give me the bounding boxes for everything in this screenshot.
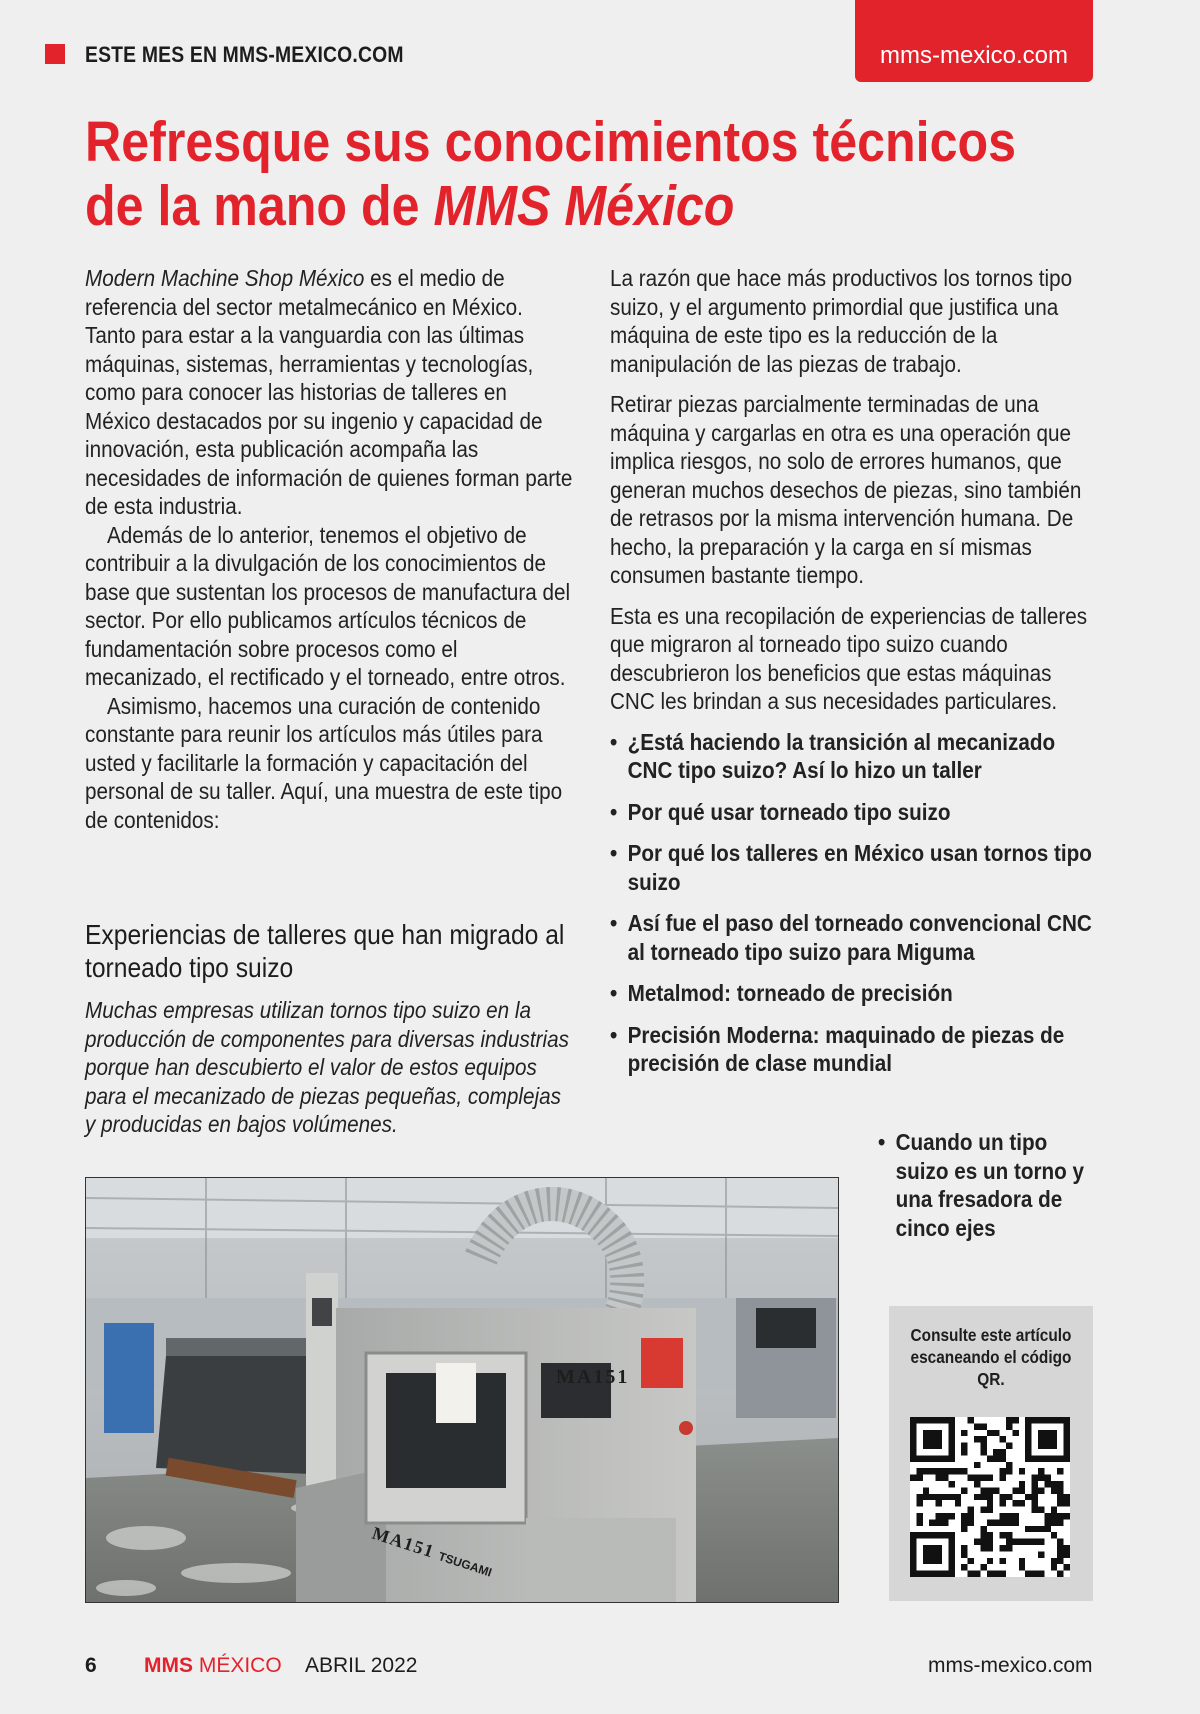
headline-line-2-italic: MMS México [433,174,735,238]
footer-site[interactable]: mms-mexico.com [928,1654,1093,1677]
machine-label-side: MA151 [369,1522,438,1562]
machine-brand: TSUGAMI [436,1549,494,1580]
article-list [610,728,1098,1078]
headline [85,110,1145,238]
issue-date: ABRIL 2022 [305,1654,418,1677]
right-column [610,264,1098,1091]
machine-photo [85,1177,839,1603]
site-tab-label: mms-mexico.com [879,42,1068,69]
headline-line-2-prefix: de la mano de [85,174,434,238]
article-link[interactable]: • Precisión Moderna: maquinado de piezas de precisión de clase mundial [610,1021,1098,1078]
right-paragraph-3: Esta es una recopilación de experiencias de talleres que migraron al torneado tipo suizo cuando descubrieron los beneficios que estas máquinas CNC les brindan a sus necesidades particulares. [610,602,1088,714]
headline-line-2 [85,174,1018,238]
right-paragraph-2: Retirar piezas parcialmente terminadas de una máquina y cargarlas en otra es una operación que implica riesgos, no solo de errores humanos, que generan muchos desechos de piezas, sino también de retrasos por la misma intervención humana. De hecho, la preparación y la carga en sí mismas consumen bastante tiempo. [610,391,1082,588]
qr-code-graphic [910,1417,1070,1577]
section-marker [45,44,65,64]
qr-caption: Consulte este artículo escaneando el código QR. [910,1325,1072,1389]
article-link[interactable]: • Cuando un tipo suizo es un torno y una fresadora de cinco ejes [878,1128,1098,1242]
article-link[interactable]: • Metalmod: torneado de precisión [610,979,1098,1008]
article-link[interactable]: • ¿Está haciendo la transición al mecanizado CNC tipo suizo? Así lo hizo un taller [610,728,1098,785]
article-link[interactable]: • Por qué usar torneado tipo suizo [610,798,1098,827]
section-label: ESTE MES EN MMS-MEXICO.COM [85,42,404,67]
footer-brand-bold: MMS [144,1654,193,1677]
article-list-continued [878,1128,1098,1242]
intro-paragraph-text: es el medio de referencia del sector metalmecánico en México. Tanto para estar a la vanguardia con las últimas máquinas, sistemas, herramientas y tecnologías, como para conocer las historias de talleres en México destacados por su ingenio y capacidad de innovación, esta publicación acompaña las necesidades de información de quienes forman parte de esta industria. [85,265,573,519]
footer-brand-rest: MÉXICO [193,1654,282,1677]
intro-paragraph [85,264,573,521]
article-link[interactable]: • Así fue el paso del torneado convencional CNC al torneado tipo suizo para Miguma [610,909,1098,966]
qr-box [889,1306,1093,1601]
page-number: 6 [85,1654,97,1677]
objective-paragraph: Además de lo anterior, tenemos el objetivo de contribuir a la divulgación de los conocimientos de base que sustentan los procesos de manufactura del sector. Por ello publicamos artículos técnicos de fundamentación sobre procesos como el mecanizado, el rectificado y el torneado, entre otros. [85,521,571,690]
subhead: Experiencias de talleres que han migrado al torneado tipo suizo [85,919,565,983]
curation-paragraph: Asimismo, hacemos una curación de contenido constante para reunir los artículos más útiles para usted y facilitarle la formación y capacitación del personal de su taller. Aquí, una muestra de este tipo de contenidos: [85,692,563,833]
right-paragraph-1: La razón que hace más productivos los tornos tipo suizo, y el argumento primordial que justifica una máquina de este tipo es la reducción de la manipulación de las piezas de trabajo. [610,265,1073,377]
article-link[interactable]: • Por qué los talleres en México usan tornos tipo suizo [610,839,1098,896]
machine-label: MA151 [556,1366,630,1388]
qr-code[interactable] [910,1417,1070,1577]
footer-brand [144,1654,282,1678]
site-tab[interactable] [855,0,1093,82]
left-column [85,264,573,834]
headline-line-1: Refresque sus conocimientos técnicos [85,110,1017,174]
subhead-lead: Muchas empresas utilizan tornos tipo suizo en la producción de componentes para diversas industrias porque han descubierto el valor de estos equipos para el mecanizado de piezas pequeñas, complejas y producidas en bajos volúmenes. [85,997,569,1137]
publication-name: Modern Machine Shop México [85,265,365,291]
machine-photo-illustration [86,1178,838,1602]
